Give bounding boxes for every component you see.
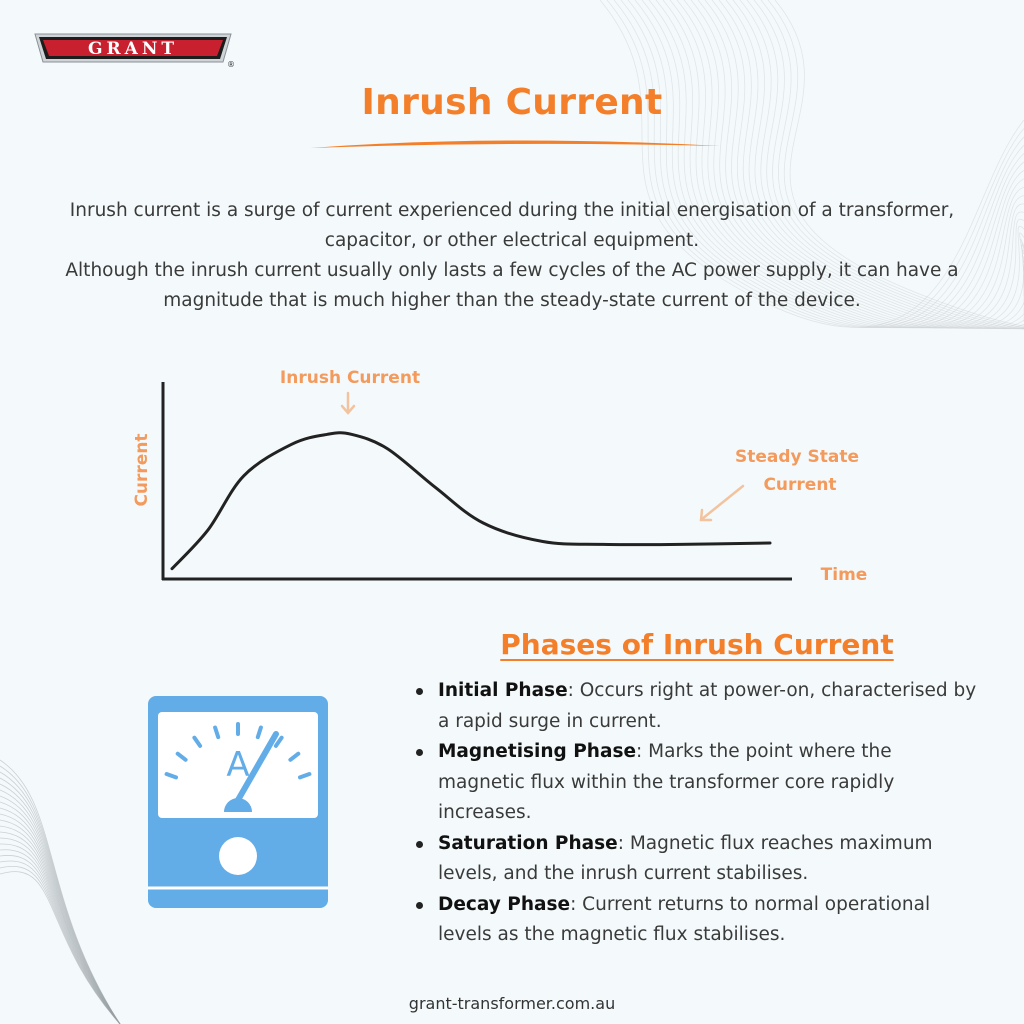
x-axis-label: Time (820, 565, 868, 585)
inrush-annotation: Inrush Current (279, 368, 421, 388)
website-url: grant-transformer.com.au (408, 994, 616, 1013)
wave-line (0, 790, 120, 1024)
logo-text: GRANT (87, 39, 179, 59)
phase-item-magnetising (412, 737, 982, 829)
meter-unit-symbol: A (226, 745, 250, 785)
phase-name: Saturation Phase (438, 832, 618, 854)
wave-line (0, 808, 120, 1024)
intro-paragraph-1: Inrush current is a surge of current experienced during the initial energisation of a transformer, capacitor, or other electrical equipment. (69, 200, 955, 251)
title-underline-swoosh (300, 128, 730, 158)
phase-name: Magnetising Phase (438, 741, 637, 762)
wave-line (0, 802, 120, 1024)
y-axis-label: Current (132, 433, 152, 507)
wave-line (0, 766, 120, 1024)
intro-text (40, 196, 984, 316)
ammeter-icon (148, 696, 328, 908)
wave-line (0, 796, 120, 1024)
phase-item-initial (412, 676, 982, 737)
phase-item-saturation (412, 829, 982, 890)
steady-state-annotation: Steady State Current (735, 447, 860, 495)
phase-desc: : Magnetic flux reaches maximum levels, and the inrush current stabilises. (438, 832, 933, 884)
wave-line (0, 814, 120, 1024)
page-title: Inrush Current (361, 82, 663, 123)
phase-desc: : Marks the point where the magnetic flux within the transformer core rapidly increases. (438, 741, 895, 823)
phase-item-decay (412, 890, 982, 951)
wave-line (0, 772, 120, 1024)
phase-desc: : Current returns to normal operational levels as the magnetic flux stabilises. (438, 893, 931, 945)
wave-line (0, 760, 120, 1024)
registered-mark: ® (227, 60, 235, 69)
phase-name: Decay Phase (438, 893, 571, 915)
phase-desc: : Occurs right at power-on, characterised by a rapid surge in current. (438, 680, 977, 732)
phases-heading: Phases of Inrush Current (500, 628, 894, 661)
steady-state-arrow (701, 486, 743, 520)
wave-line (0, 778, 120, 1024)
intro-paragraph-2: Although the inrush current usually only lasts a few cycles of the AC power supply, it can have a magnitude that is much higher than the steady-state current of the device. (65, 260, 959, 311)
grant-logo (33, 30, 233, 68)
current-curve (172, 433, 770, 569)
inrush-arrow (342, 393, 354, 413)
wave-line (0, 784, 120, 1024)
phases-list (412, 676, 982, 951)
phase-name: Initial Phase (438, 680, 568, 701)
inrush-current-chart (100, 360, 900, 600)
